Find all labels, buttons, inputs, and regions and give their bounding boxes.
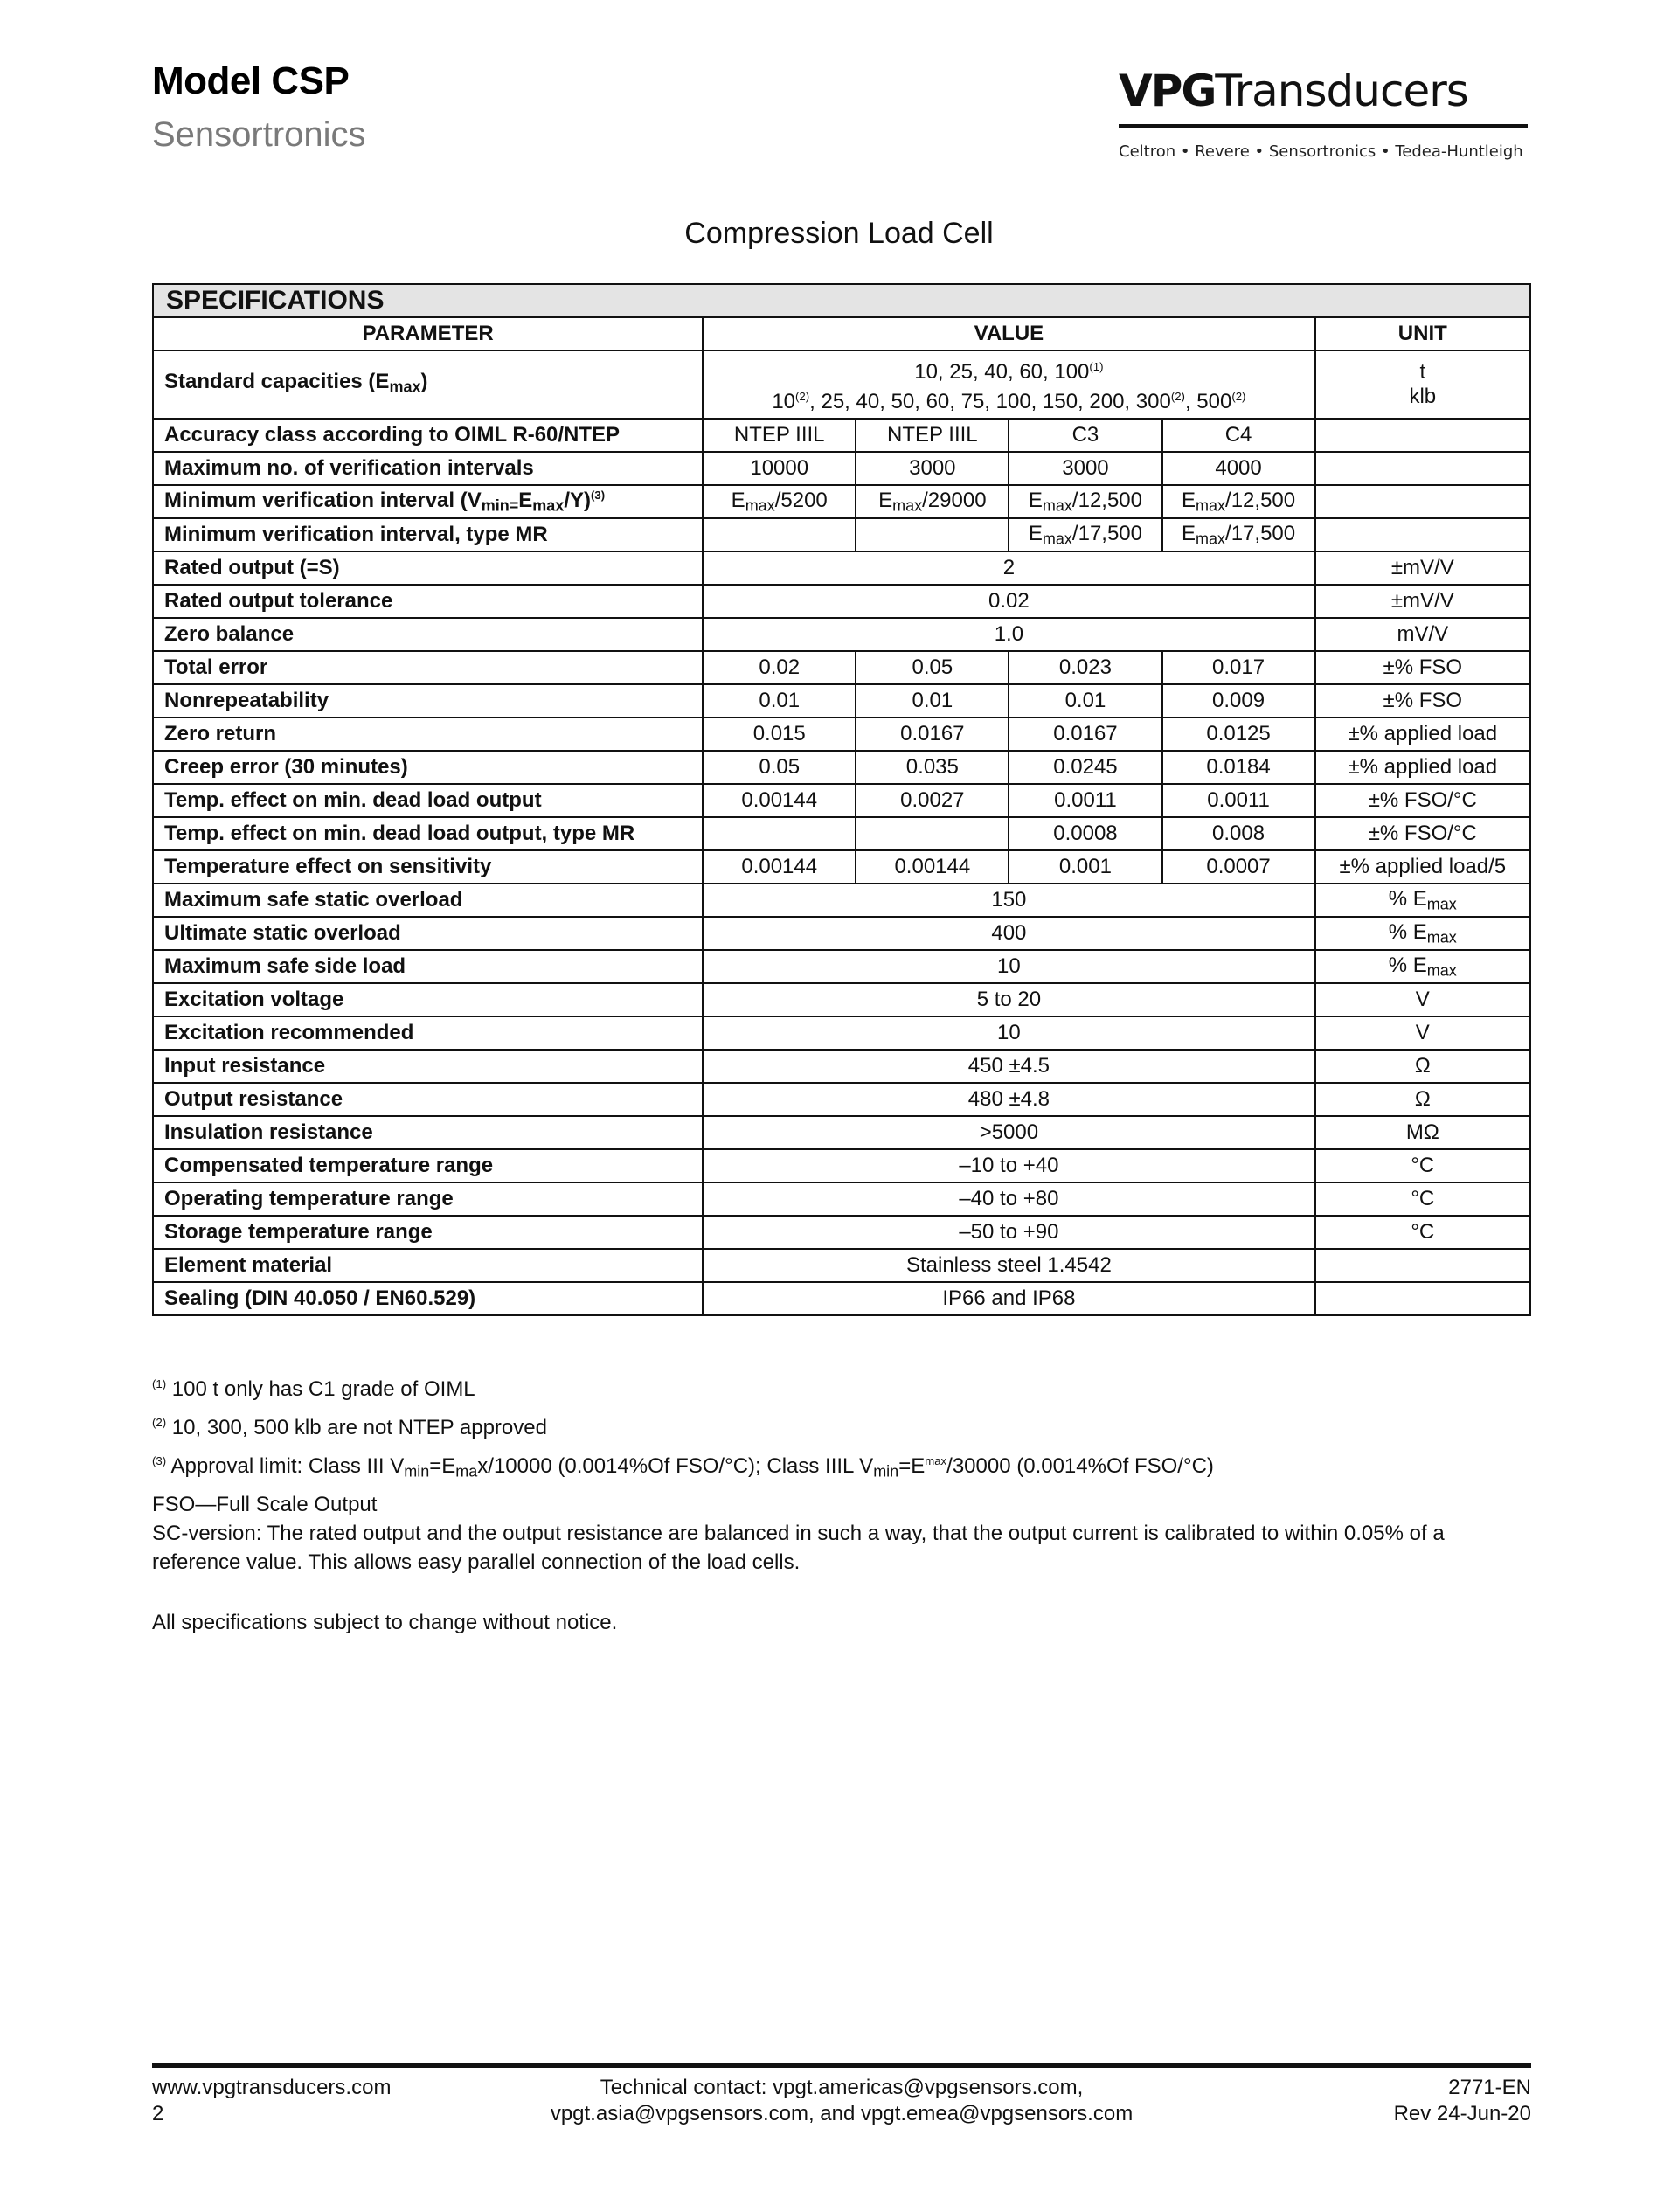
param-cell: Temp. effect on min. dead load output, type MR (153, 817, 703, 850)
fso-definition: FSO—Full Scale Output (152, 1493, 378, 1516)
header-value: VALUE (703, 317, 1314, 350)
value-cell: IP66 and IP68 (703, 1282, 1314, 1315)
value-cell: Stainless steel 1.4542 (703, 1249, 1314, 1282)
contact-line-2[interactable]: vpgt.asia@vpgsensors.com, and vpgt.emea@vpgsensors.com (550, 2102, 1134, 2125)
unit-cell: Ω (1315, 1050, 1530, 1083)
value-cell: 0.017 (1162, 651, 1315, 684)
table-row (153, 618, 1530, 651)
param-cell: Accuracy class according to OIML R-60/NTEP (153, 419, 703, 452)
unit-cell: V (1315, 983, 1530, 1016)
revision-date: Rev 24-Jun-20 (1393, 2102, 1531, 2125)
value-cell: 10 (703, 1016, 1314, 1050)
value-cell: 0.00144 (703, 850, 856, 884)
value-cell: 3000 (856, 452, 1009, 485)
unit-cell: mV/V (1315, 618, 1530, 651)
param-cell: Standard capacities $(E_{max})$ (153, 350, 703, 419)
value-cell: 0.0167 (1009, 718, 1161, 751)
param-cell: Temp. effect on min. dead load output (153, 784, 703, 817)
unit-cell: MΩ (1315, 1116, 1530, 1149)
unit-cell: ±% FSO/°C (1315, 784, 1530, 817)
value-cell: 150 (703, 884, 1314, 917)
param-cell: Temperature effect on sensitivity (153, 850, 703, 884)
value-cell: 0.0184 (1162, 751, 1315, 784)
unit-cell: ±% applied load (1315, 751, 1530, 784)
sc-version-note: SC-version: The rated output and the output resistance are balanced in such a way, that the output current is calibrated to within 0.05% of a reference value. This allows easy parallel connection of the load cells. (152, 1522, 1445, 1574)
header-unit: UNIT (1315, 317, 1530, 350)
value-cell: 400 (703, 917, 1314, 950)
value-cell: 0.008 (1162, 817, 1315, 850)
unit-cell: ±% applied load/5 (1315, 850, 1530, 884)
footer-contact (152, 2075, 1531, 2127)
value-cell: 0.035 (856, 751, 1009, 784)
param-cell: Ultimate static overload (153, 917, 703, 950)
table-row (153, 1050, 1530, 1083)
unit-cell: ±% FSO (1315, 651, 1530, 684)
document-subtitle: Compression Load Cell (684, 217, 994, 250)
value-cell: 4000 (1162, 452, 1315, 485)
value-cell: NTEP IIIL (703, 419, 856, 452)
value-cell: 0.02 (703, 585, 1314, 618)
value-cell (703, 817, 856, 850)
specifications-table (152, 283, 1531, 1316)
value-cell: 0.023 (1009, 651, 1161, 684)
value-cell: 5 to 20 (703, 983, 1314, 1016)
value-cell: 480 ±4.8 (703, 1083, 1314, 1116)
value-cell: $E_{max}/12,500$ (1009, 485, 1161, 518)
disclaimer: All specifications subject to change without notice. (152, 1611, 618, 1634)
unit-cell (1315, 1282, 1530, 1315)
unit-cell: ±mV/V (1315, 551, 1530, 585)
table-row (153, 684, 1530, 718)
value-cell: 0.02 (703, 651, 856, 684)
value-cell: >5000 (703, 1116, 1314, 1149)
unit-cell: °C (1315, 1149, 1530, 1182)
value-cell: 450 ±4.5 (703, 1050, 1314, 1083)
value-cell: $E_{max}/17,500$ (1009, 518, 1161, 551)
table-row (153, 718, 1530, 751)
unit-cell: ±% FSO (1315, 684, 1530, 718)
footnote-3: $^{(3)}$ Approval limit: Class III $V_{min}=E_{ma}x/10000$ (0.0014%Of FSO/°C); Class IIIL $V_{min}=E^{max}/30000$ (0.0014%Of FSO/°C) (152, 1454, 1214, 1481)
value-cell: 10 (703, 950, 1314, 983)
value-cell: $E_{max}/12,500$ (1162, 485, 1315, 518)
param-cell: Sealing (DIN 40.050 / EN60.529) (153, 1282, 703, 1315)
value-cell: NTEP IIIL (856, 419, 1009, 452)
unit-cell (1315, 518, 1530, 551)
value-cell: $E_{max}/29000$ (856, 485, 1009, 518)
unit-cell: % $E_{max}$ (1315, 917, 1530, 950)
table-row (153, 518, 1530, 551)
unit-cell (1315, 1249, 1530, 1282)
param-cell: Minimum verification interval $(V_{min=}E_{max}/Y)^{(3)}$ (153, 485, 703, 518)
value-cell: 1.0 (703, 618, 1314, 651)
table-row (153, 1116, 1530, 1149)
footer-right (1394, 2075, 1531, 2127)
header-parameter: PARAMETER (153, 317, 703, 350)
param-cell: Maximum safe static overload (153, 884, 703, 917)
param-cell: Total error (153, 651, 703, 684)
value-cell: C4 (1162, 419, 1315, 452)
table-row (153, 950, 1530, 983)
table-row (153, 350, 1530, 419)
unit-cell (1315, 419, 1530, 452)
value-cell: –40 to +80 (703, 1182, 1314, 1216)
unit-cell: ±mV/V (1315, 585, 1530, 618)
table-row (153, 551, 1530, 585)
table-row (153, 1016, 1530, 1050)
table-row (153, 850, 1530, 884)
logo-wordmark (1119, 66, 1534, 115)
value-cell: –10 to +40 (703, 1149, 1314, 1182)
param-cell: Zero return (153, 718, 703, 751)
param-cell: Zero balance (153, 618, 703, 651)
value-cell (703, 518, 856, 551)
model-title: Model CSP (152, 59, 350, 102)
footer-divider (152, 2063, 1531, 2068)
param-cell: Maximum safe side load (153, 950, 703, 983)
value-cell: 0.0125 (1162, 718, 1315, 751)
website-link[interactable]: www.vpgtransducers.com (152, 2076, 392, 2099)
value-cell: 0.0011 (1162, 784, 1315, 817)
table-row (153, 1282, 1530, 1315)
value-cell (856, 817, 1009, 850)
value-cell: 3000 (1009, 452, 1161, 485)
value-cell: 0.0245 (1009, 751, 1161, 784)
table-row (153, 817, 1530, 850)
param-cell: Minimum verification interval, type MR (153, 518, 703, 551)
value-cell: 2 (703, 551, 1314, 585)
table-row (153, 585, 1530, 618)
table-header-row (153, 317, 1530, 350)
param-cell: Nonrepeatability (153, 684, 703, 718)
value-cell: 0.0007 (1162, 850, 1315, 884)
value-cell: 0.00144 (703, 784, 856, 817)
param-cell: Element material (153, 1249, 703, 1282)
footnote-1: $^{(1)}$ 100 t only has C1 grade of OIML (152, 1377, 475, 1402)
param-cell: Excitation voltage (153, 983, 703, 1016)
param-cell: Input resistance (153, 1050, 703, 1083)
table-row (153, 1249, 1530, 1282)
unit-cell (1315, 485, 1530, 518)
table-title-row (153, 284, 1530, 317)
value-cell: 10, 25, 40, 60, 100$^{(1)}$ 10$^{(2)}$, 25, 40, 50, 60, 75, 100, 150, 200, 300$^{(2)}$, 500$^{(2)}$ (703, 350, 1314, 419)
param-cell: Excitation recommended (153, 1016, 703, 1050)
value-cell: 0.0167 (856, 718, 1009, 751)
value-cell: 0.00144 (856, 850, 1009, 884)
value-cell: 0.01 (856, 684, 1009, 718)
value-cell: 0.0027 (856, 784, 1009, 817)
value-cell (856, 518, 1009, 551)
table-title: SPECIFICATIONS (153, 284, 1530, 317)
table-row (153, 884, 1530, 917)
unit-cell: % $E_{max}$ (1315, 884, 1530, 917)
value-cell: $E_{max}/5200$ (703, 485, 856, 518)
logo-divider (1119, 124, 1528, 128)
vpg-logo (1119, 66, 1534, 161)
table-row (153, 917, 1530, 950)
table-row (153, 1083, 1530, 1116)
value-cell: 0.05 (703, 751, 856, 784)
footnotes (152, 1368, 1214, 1488)
value-cell: C3 (1009, 419, 1161, 452)
notes (152, 1490, 1533, 1637)
value-cell: –50 to +90 (703, 1216, 1314, 1249)
value-cell: 0.01 (703, 684, 856, 718)
document-number: 2771-EN (1448, 2076, 1531, 2099)
table-row (153, 1216, 1530, 1249)
param-cell: Output resistance (153, 1083, 703, 1116)
logo-brands: Celtron • Revere • Sensortronics • Tedea-Huntleigh (1119, 142, 1523, 161)
param-cell: Insulation resistance (153, 1116, 703, 1149)
table-row (153, 651, 1530, 684)
unit-cell: V (1315, 1016, 1530, 1050)
footnote-2: $^{(2)}$ 10, 300, 500 klb are not NTEP approved (152, 1416, 547, 1440)
value-cell: 0.05 (856, 651, 1009, 684)
param-cell: Compensated temperature range (153, 1149, 703, 1182)
param-cell: Operating temperature range (153, 1182, 703, 1216)
value-cell: 0.01 (1009, 684, 1161, 718)
table-row (153, 485, 1530, 518)
unit-cell: °C (1315, 1216, 1530, 1249)
value-cell: 0.015 (703, 718, 856, 751)
param-cell: Rated output tolerance (153, 585, 703, 618)
table-row (153, 452, 1530, 485)
unit-cell: ±% applied load (1315, 718, 1530, 751)
table-row (153, 419, 1530, 452)
logo-transducers-text: Transducers (1215, 66, 1468, 116)
table-row (153, 784, 1530, 817)
param-cell: Rated output (=S) (153, 551, 703, 585)
value-cell: 10000 (703, 452, 856, 485)
param-cell: Creep error (30 minutes) (153, 751, 703, 784)
value-cell: 0.001 (1009, 850, 1161, 884)
unit-cell: Ω (1315, 1083, 1530, 1116)
unit-cell: °C (1315, 1182, 1530, 1216)
contact-line-1[interactable]: Technical contact: vpgt.americas@vpgsensors.com, (600, 2076, 1084, 2099)
unit-cell: t klb (1315, 350, 1530, 419)
value-cell: 0.009 (1162, 684, 1315, 718)
unit-cell: % $E_{max}$ (1315, 950, 1530, 983)
unit-cell: ±% FSO/°C (1315, 817, 1530, 850)
logo-vpg-text: VPG (1119, 66, 1216, 116)
value-cell: 0.0008 (1009, 817, 1161, 850)
value-cell: 0.0011 (1009, 784, 1161, 817)
table-row (153, 1182, 1530, 1216)
table-row (153, 751, 1530, 784)
param-cell: Maximum no. of verification intervals (153, 452, 703, 485)
value-cell: $E_{max}/17,500$ (1162, 518, 1315, 551)
page-number: 2 (152, 2102, 164, 2125)
table-row (153, 983, 1530, 1016)
brand-name: Sensortronics (152, 115, 366, 154)
unit-cell (1315, 452, 1530, 485)
table-row (153, 1149, 1530, 1182)
param-cell: Storage temperature range (153, 1216, 703, 1249)
